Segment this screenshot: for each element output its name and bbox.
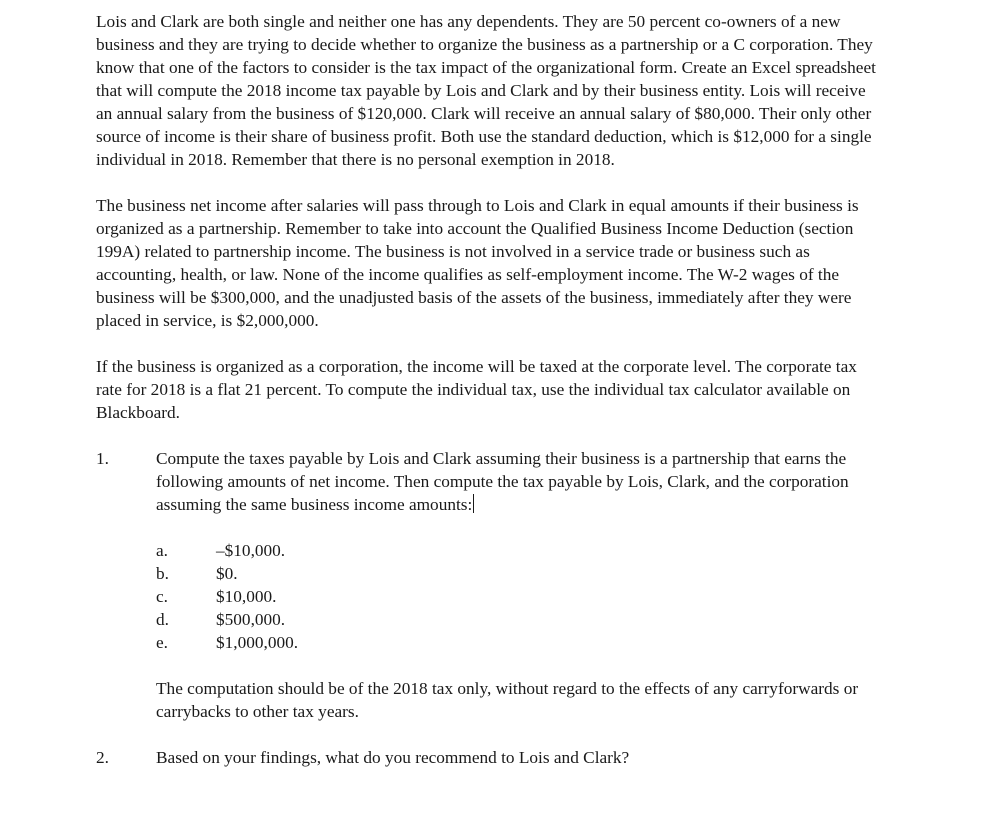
question-2-number: 2. [96,748,109,767]
item-amount: $10,000. [216,587,277,606]
question-2-text: Based on your findings, what do you recommend to Lois and Clark? [156,748,630,767]
question-2 [96,746,886,769]
item-amount: $500,000. [216,610,286,629]
question-1-text-content: Compute the taxes payable by Lois and Clark assuming their business is a partnership that earns the following amounts of net income. Then compute the tax payable by Lois, Clark, and the corporation assuming the same business income amounts: [156,449,849,514]
item-letter: e. [156,633,168,652]
question-1-body [156,447,886,723]
item-letter: b. [156,564,169,583]
question-1-note: The computation should be of the 2018 tax only, without regard to the effects of any carryforwards or carrybacks to other tax years. [156,679,859,721]
list-item [156,585,886,608]
document-body [96,10,886,792]
item-amount: $1,000,000. [216,633,299,652]
item-letter: a. [156,541,168,560]
corporation-paragraph: If the business is organized as a corporation, the income will be taxed at the corporate level. The corporate tax rate for 2018 is a flat 21 percent. To compute the individual tax, use the individual tax calculator available on Blackboard. [96,357,857,422]
list-item [156,631,886,654]
list-item [156,562,886,585]
list-item [156,539,886,562]
partnership-paragraph: The business net income after salaries will pass through to Lois and Clark in equal amounts if their business is organized as a partnership. Remember to take into account the Qualified Business Income Deduction (section 199A) related to partnership income. The business is not involved in a service trade or business such as accounting, health, or law. None of the income qualifies as self-employment income. The W-2 wages of the business will be $300,000, and the unadjusted basis of the assets of the business, immediately after they were placed in service, is $2,000,000. [96,196,859,330]
question-1 [96,447,886,723]
question-1-text[interactable] [156,447,886,516]
item-amount: –$10,000. [216,541,286,560]
question-1-number: 1. [96,449,109,468]
intro-paragraph: Lois and Clark are both single and neither one has any dependents. They are 50 percent co-owners of a new business and they are trying to decide whether to organize the business as a partnership or a C corporation. They know that one of the factors to consider is the tax impact of the organizational form. Create an Excel spreadsheet that will compute the 2018 income tax payable by Lois and Clark and by their business entity. Lois will receive an annual salary from the business of $120,000. Clark will receive an annual salary of $80,000. Their only other source of income is their share of business profit. Both use the standard deduction, which is $12,000 for a single individual in 2018. Remember that there is no personal exemption in 2018. [96,12,876,169]
list-item [156,608,886,631]
item-letter: d. [156,610,169,629]
item-letter: c. [156,587,168,606]
income-amount-list [156,539,886,654]
text-cursor [473,494,474,513]
item-amount: $0. [216,564,238,583]
